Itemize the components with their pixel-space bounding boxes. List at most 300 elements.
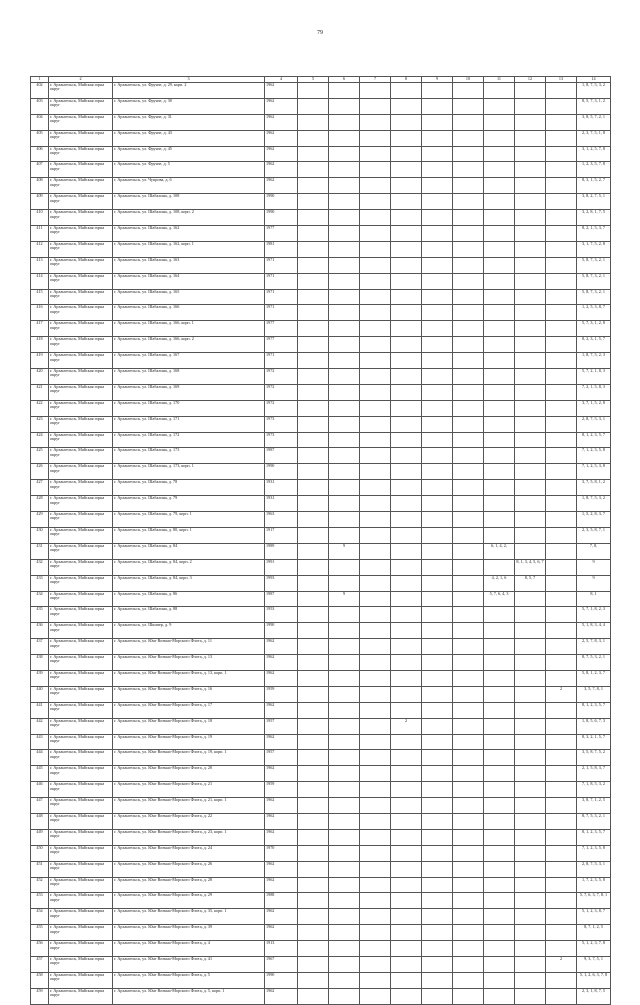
col8-cell [391, 130, 422, 146]
col13-cell [546, 353, 577, 369]
col5-cell [298, 369, 329, 385]
table-row [31, 400, 611, 416]
column-header-6: 6 [329, 77, 360, 83]
col6-cell [329, 655, 360, 671]
col13-cell [546, 893, 577, 909]
col9-cell [422, 829, 453, 845]
col11-cell [484, 813, 515, 829]
municipality-cell: г. Архангельск, Майская горка округ [49, 782, 113, 798]
col11-cell [484, 83, 515, 99]
col8-cell [391, 909, 422, 925]
col5-cell [298, 941, 329, 957]
col8-cell [391, 607, 422, 623]
col8-cell [391, 353, 422, 369]
year-cell: 1990 [265, 972, 298, 988]
col6-cell [329, 829, 360, 845]
row-number-cell: 415 [31, 289, 49, 305]
col11-cell [484, 162, 515, 178]
col12-cell [515, 512, 546, 528]
col5-cell [298, 607, 329, 623]
address-cell: г. Архангельск, ул. Юнг Военно-Морского Флота, д. 19, корп. 1 [113, 750, 265, 766]
col13-cell [546, 178, 577, 194]
municipality-cell: г. Архангельск, Майская горка округ [49, 400, 113, 416]
col6-cell [329, 750, 360, 766]
col7-cell [360, 861, 391, 877]
col11-cell [484, 321, 515, 337]
col5-cell [298, 194, 329, 210]
column-header-3: 3 [113, 77, 265, 83]
col12-cell [515, 496, 546, 512]
municipality-cell: г. Архангельск, Майская горка округ [49, 194, 113, 210]
year-cell: 1957 [265, 750, 298, 766]
col11-cell [484, 972, 515, 988]
col7-cell [360, 543, 391, 559]
col9-cell [422, 766, 453, 782]
col11-cell [484, 448, 515, 464]
table-row [31, 178, 611, 194]
col9-cell [422, 321, 453, 337]
col11-cell: 4, 2, 1, 6 [484, 575, 515, 591]
col7-cell [360, 798, 391, 814]
table-row [31, 559, 611, 575]
col5-cell [298, 273, 329, 289]
col8-cell [391, 670, 422, 686]
col8-cell [391, 686, 422, 702]
col7-cell [360, 146, 391, 162]
col9-cell [422, 384, 453, 400]
col11-cell [484, 289, 515, 305]
col13-cell [546, 210, 577, 226]
col7-cell [360, 480, 391, 496]
year-cell: 1972 [265, 369, 298, 385]
col6-cell [329, 83, 360, 99]
col11-cell [484, 527, 515, 543]
col11-cell [484, 226, 515, 242]
table-row [31, 734, 611, 750]
col14-cell: 1, 8, 7, 5, 3, 2 [577, 496, 611, 512]
table-row [31, 353, 611, 369]
year-cell: 1971 [265, 353, 298, 369]
year-cell: 1962 [265, 829, 298, 845]
address-cell: г. Архангельск, ул. Юнг Военно-Морского Флота, д. 26 [113, 861, 265, 877]
table-row [31, 273, 611, 289]
col10-cell [453, 575, 484, 591]
municipality-cell: г. Архангельск, Майская горка округ [49, 83, 113, 99]
col10-cell [453, 162, 484, 178]
address-cell: г. Архангельск, ул. Шабалина, д. 168 [113, 369, 265, 385]
row-number-cell: 409 [31, 194, 49, 210]
col5-cell [298, 750, 329, 766]
col11-cell [484, 353, 515, 369]
table-row [31, 83, 611, 99]
col12-cell [515, 925, 546, 941]
column-header-5: 5 [298, 77, 329, 83]
year-cell: 1962 [265, 146, 298, 162]
column-header-13: 13 [546, 77, 577, 83]
col6-cell: 9 [329, 591, 360, 607]
col12-cell [515, 766, 546, 782]
row-number-cell: 430 [31, 527, 49, 543]
year-cell: 1971 [265, 305, 298, 321]
col14-cell: 2, 5, 7, 8, 3, 1 [577, 639, 611, 655]
col8-cell [391, 956, 422, 972]
col8-cell [391, 273, 422, 289]
col13-cell [546, 146, 577, 162]
column-header-14: 14 [577, 77, 611, 83]
col10-cell [453, 591, 484, 607]
row-number-cell: 417 [31, 321, 49, 337]
address-cell: г. Архангельск, ул. Юнг Военно-Морского Флота, д. 17 [113, 702, 265, 718]
col7-cell [360, 83, 391, 99]
municipality-cell: г. Архангельск, Майская горка округ [49, 162, 113, 178]
col9-cell [422, 432, 453, 448]
col7-cell [360, 384, 391, 400]
col11-cell [484, 559, 515, 575]
address-cell: г. Архангельск, ул. Шабалина, д. 162 [113, 226, 265, 242]
municipality-cell: г. Архангельск, Майская горка округ [49, 591, 113, 607]
col9-cell [422, 400, 453, 416]
address-cell: г. Архангельск, ул. Юнг Военно-Морского Флота, д. 16 [113, 686, 265, 702]
col5-cell [298, 146, 329, 162]
col9-cell [422, 512, 453, 528]
col12-cell [515, 226, 546, 242]
col8-cell [391, 464, 422, 480]
address-cell: г. Архангельск, ул. Шабалина, д. 167 [113, 353, 265, 369]
col8-cell [391, 798, 422, 814]
col5-cell [298, 782, 329, 798]
row-number-cell: 453 [31, 893, 49, 909]
address-cell: г. Архангельск, ул. Шабалина, д. 108, корп. 2 [113, 210, 265, 226]
municipality-cell: г. Архангельск, Майская горка округ [49, 813, 113, 829]
row-number-cell: 405 [31, 130, 49, 146]
col8-cell [391, 83, 422, 99]
col9-cell [422, 639, 453, 655]
col6-cell [329, 226, 360, 242]
col8-cell [391, 750, 422, 766]
col8-cell [391, 734, 422, 750]
col10-cell [453, 353, 484, 369]
col7-cell [360, 226, 391, 242]
col10-cell [453, 464, 484, 480]
year-cell: 1977 [265, 226, 298, 242]
col11-cell [484, 607, 515, 623]
col12-cell [515, 432, 546, 448]
col8-cell [391, 162, 422, 178]
col8-cell [391, 972, 422, 988]
col9-cell [422, 194, 453, 210]
table-row [31, 639, 611, 655]
col14-cell: 5, 8, 7, 3, 2, 1 [577, 257, 611, 273]
col6-cell [329, 782, 360, 798]
address-cell: г. Архангельск, ул. Фрунзе, д. 5 [113, 162, 265, 178]
col10-cell [453, 607, 484, 623]
col7-cell [360, 432, 391, 448]
year-cell: 1959 [265, 686, 298, 702]
col9-cell [422, 909, 453, 925]
col9-cell [422, 559, 453, 575]
municipality-cell: г. Архангельск, Майская горка округ [49, 464, 113, 480]
col10-cell [453, 83, 484, 99]
col8-cell [391, 782, 422, 798]
col10-cell [453, 241, 484, 257]
col10-cell [453, 178, 484, 194]
col13-cell [546, 670, 577, 686]
table-row [31, 432, 611, 448]
col8-cell [391, 702, 422, 718]
col9-cell [422, 750, 453, 766]
col12-cell [515, 83, 546, 99]
col7-cell [360, 464, 391, 480]
col14-cell: 8, 1, 2, 3, 5, 7 [577, 829, 611, 845]
col10-cell [453, 448, 484, 464]
col5-cell [298, 337, 329, 353]
address-cell: г. Архангельск, ул. Шабалина, д. 84, корп. 2 [113, 559, 265, 575]
year-cell: 1987 [265, 448, 298, 464]
col13-cell [546, 909, 577, 925]
col5-cell [298, 798, 329, 814]
col6-cell [329, 130, 360, 146]
municipality-cell: г. Архангельск, Майская горка округ [49, 416, 113, 432]
col7-cell [360, 988, 391, 1004]
row-number-cell: 433 [31, 575, 49, 591]
col13-cell [546, 162, 577, 178]
col7-cell [360, 877, 391, 893]
year-cell: 1988 [265, 893, 298, 909]
col11-cell [484, 369, 515, 385]
col5-cell [298, 766, 329, 782]
col9-cell [422, 464, 453, 480]
col5-cell [298, 972, 329, 988]
address-cell: г. Архангельск, ул. Юнг Военно-Морского Флота, д. 13 [113, 655, 265, 671]
col10-cell [453, 909, 484, 925]
col11-cell [484, 114, 515, 130]
row-number-cell: 413 [31, 257, 49, 273]
table-row [31, 512, 611, 528]
col10-cell [453, 226, 484, 242]
col5-cell [298, 718, 329, 734]
address-cell: г. Архангельск, ул. Юнг Военно-Морского Флота, д. 11 [113, 639, 265, 655]
row-number-cell: 426 [31, 464, 49, 480]
col9-cell [422, 178, 453, 194]
year-cell: 1962 [265, 861, 298, 877]
col6-cell [329, 337, 360, 353]
row-number-cell: 451 [31, 861, 49, 877]
col11-cell [484, 480, 515, 496]
col9-cell [422, 146, 453, 162]
col10-cell [453, 273, 484, 289]
col7-cell [360, 273, 391, 289]
col9-cell [422, 655, 453, 671]
col5-cell [298, 114, 329, 130]
housing-register-table [30, 76, 611, 1005]
col7-cell [360, 972, 391, 988]
row-number-cell: 457 [31, 956, 49, 972]
col12-cell [515, 702, 546, 718]
col7-cell [360, 956, 391, 972]
col9-cell [422, 257, 453, 273]
col10-cell [453, 988, 484, 1004]
table-row [31, 782, 611, 798]
col8-cell [391, 321, 422, 337]
col13-cell [546, 702, 577, 718]
municipality-cell: г. Архангельск, Майская горка округ [49, 448, 113, 464]
col6-cell [329, 480, 360, 496]
col14-cell: 7, 1, 2, 3, 5, 8 [577, 845, 611, 861]
table-row [31, 972, 611, 988]
col10-cell [453, 893, 484, 909]
col11-cell [484, 845, 515, 861]
year-cell: 1989 [265, 543, 298, 559]
year-cell: 1981 [265, 241, 298, 257]
table-row [31, 98, 611, 114]
col5-cell [298, 210, 329, 226]
col8-cell [391, 893, 422, 909]
col13-cell [546, 591, 577, 607]
col13-cell [546, 432, 577, 448]
col12-cell [515, 670, 546, 686]
col11-cell [484, 639, 515, 655]
row-number-cell: 404 [31, 114, 49, 130]
col9-cell [422, 289, 453, 305]
col10-cell [453, 289, 484, 305]
year-cell: 1962 [265, 639, 298, 655]
col12-cell [515, 686, 546, 702]
table-row [31, 766, 611, 782]
col8-cell [391, 114, 422, 130]
year-cell: 1990 [265, 623, 298, 639]
col9-cell [422, 972, 453, 988]
col10-cell [453, 941, 484, 957]
col6-cell [329, 972, 360, 988]
col12-cell [515, 210, 546, 226]
col6-cell [329, 369, 360, 385]
col8-cell [391, 369, 422, 385]
col12-cell [515, 877, 546, 893]
col7-cell [360, 893, 391, 909]
col12-cell [515, 400, 546, 416]
col13-cell [546, 559, 577, 575]
municipality-cell: г. Архангельск, Майская горка округ [49, 877, 113, 893]
col7-cell [360, 813, 391, 829]
col10-cell [453, 496, 484, 512]
col6-cell [329, 956, 360, 972]
col14-cell: 2, 8, 7, 5, 3, 1 [577, 416, 611, 432]
year-cell: 1962 [265, 798, 298, 814]
col14-cell: 5, 1, 2, 3, 8, 7 [577, 909, 611, 925]
municipality-cell: г. Архангельск, Майская горка округ [49, 543, 113, 559]
col14-cell: 2, 3, 1, 8, 7, 5 [577, 988, 611, 1004]
col8-cell [391, 527, 422, 543]
municipality-cell: г. Архангельск, Майская горка округ [49, 384, 113, 400]
col13-cell [546, 543, 577, 559]
table-row [31, 861, 611, 877]
col10-cell [453, 337, 484, 353]
col13-cell [546, 257, 577, 273]
address-cell: г. Архангельск, ул. Юнг Военно-Морского Флота, д. 5 [113, 972, 265, 988]
col11-cell [484, 384, 515, 400]
col5-cell [298, 178, 329, 194]
col5-cell [298, 956, 329, 972]
col10-cell [453, 130, 484, 146]
row-number-cell: 420 [31, 369, 49, 385]
municipality-cell: г. Архангельск, Майская горка округ [49, 655, 113, 671]
col14-cell: 2, 3, 7, 5, 1, 8 [577, 130, 611, 146]
col14-cell: 3, 1, 7, 5, 2, 8 [577, 241, 611, 257]
col7-cell [360, 941, 391, 957]
col5-cell [298, 734, 329, 750]
col10-cell [453, 527, 484, 543]
col6-cell [329, 623, 360, 639]
year-cell: 1967 [265, 956, 298, 972]
address-cell: г. Архангельск, ул. Юнг Военно-Морского Флота, д. 22 [113, 813, 265, 829]
year-cell: 1962 [265, 702, 298, 718]
year-cell: 1990 [265, 194, 298, 210]
col11-cell [484, 241, 515, 257]
col13-cell [546, 384, 577, 400]
table-row [31, 496, 611, 512]
col11-cell [484, 893, 515, 909]
address-cell: г. Архангельск, ул. Шабалина, д. 78 [113, 480, 265, 496]
row-number-cell: 427 [31, 480, 49, 496]
col8-cell [391, 925, 422, 941]
col12-cell [515, 114, 546, 130]
col9-cell [422, 861, 453, 877]
col11-cell [484, 925, 515, 941]
col13-cell [546, 734, 577, 750]
col12-cell [515, 480, 546, 496]
col14-cell: 8, 7, 1, 2, 5 [577, 925, 611, 941]
col8-cell [391, 480, 422, 496]
table-row [31, 655, 611, 671]
address-cell: г. Архангельск, ул. Юнг Военно-Морского Флота, д. 28 [113, 877, 265, 893]
col7-cell [360, 607, 391, 623]
col13-cell: 2 [546, 956, 577, 972]
col14-cell: 1, 8, 7, 5, 3, 2 [577, 83, 611, 99]
col11-cell [484, 400, 515, 416]
col10-cell [453, 305, 484, 321]
address-cell: г. Архангельск, ул. Шабалина, д. 79 [113, 496, 265, 512]
col12-cell [515, 337, 546, 353]
table-row [31, 925, 611, 941]
col7-cell [360, 925, 391, 941]
col11-cell [484, 702, 515, 718]
municipality-cell: г. Архангельск, Майская горка округ [49, 893, 113, 909]
col14-cell: 1, 8, 5, 6, 7, 3 [577, 718, 611, 734]
table-row [31, 210, 611, 226]
municipality-cell: г. Архангельск, Майская горка округ [49, 146, 113, 162]
row-number-cell: 459 [31, 988, 49, 1004]
municipality-cell: г. Архангельск, Майская горка округ [49, 750, 113, 766]
col9-cell [422, 130, 453, 146]
col12-cell [515, 750, 546, 766]
col11-cell [484, 798, 515, 814]
col6-cell [329, 877, 360, 893]
col6-cell [329, 861, 360, 877]
col11-cell [484, 337, 515, 353]
row-number-cell: 436 [31, 623, 49, 639]
col12-cell [515, 813, 546, 829]
column-header-9: 9 [422, 77, 453, 83]
address-cell: г. Архангельск, ул. Шабалина, д. 84, корп. 3 [113, 575, 265, 591]
col7-cell [360, 845, 391, 861]
row-number-cell: 408 [31, 178, 49, 194]
col11-cell [484, 686, 515, 702]
col14-cell: 1, 2, 3, 5, 7, 8 [577, 162, 611, 178]
col9-cell [422, 782, 453, 798]
col9-cell [422, 702, 453, 718]
year-cell: 1973 [265, 416, 298, 432]
year-cell: 1959 [265, 782, 298, 798]
